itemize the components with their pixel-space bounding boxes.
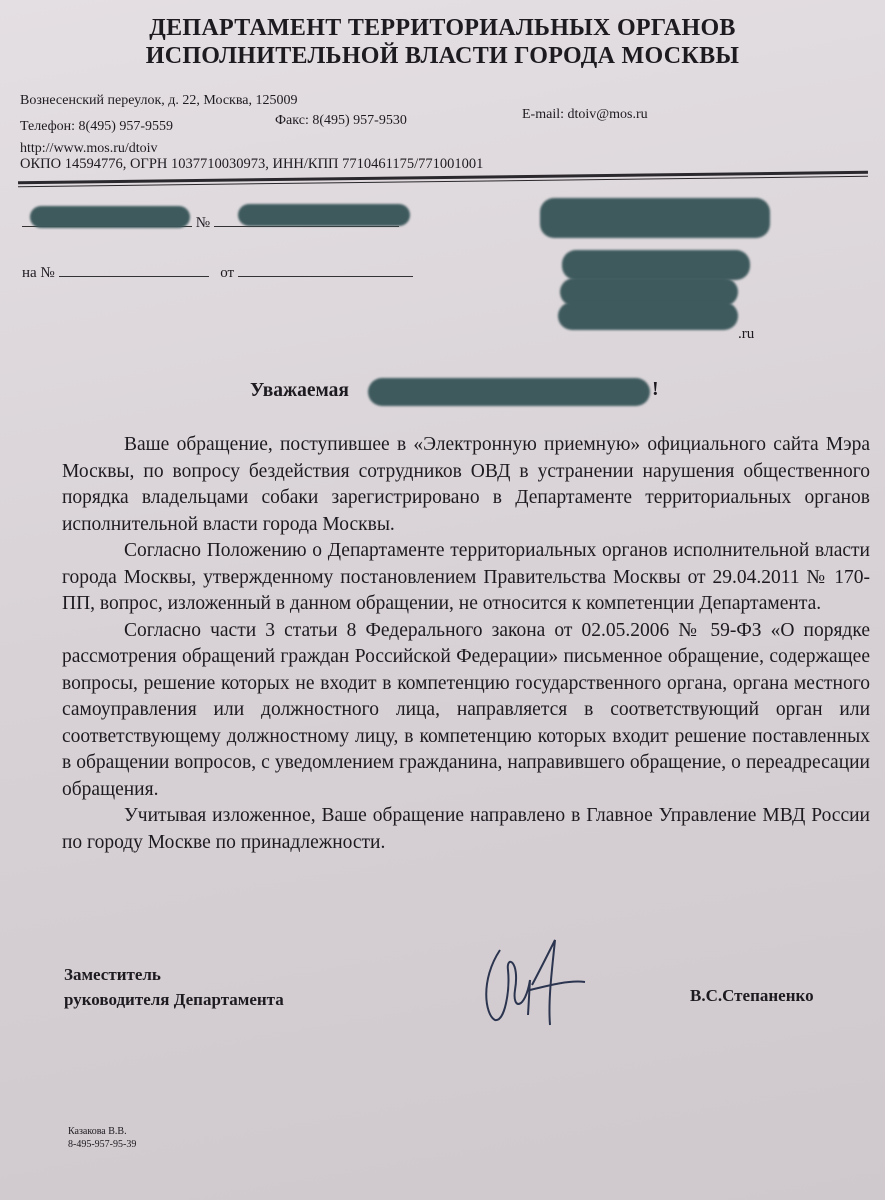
redaction [368,378,650,406]
reply-ref [22,262,413,282]
position-line-2: руководителя Департамента [64,990,284,1009]
redaction [558,302,738,330]
signatory-name: В.С.Степаненко [690,986,814,1005]
executor-info [68,1125,136,1151]
position-line-1: Заместитель [64,965,161,984]
phone: Телефон: 8(495) 957-9559 [20,119,174,134]
paragraph-3: Согласно части 3 статьи 8 Федерального закона от 02.05.2006 № 59-ФЗ «О порядке рассмотрения обращений граждан Российской Федерации» письменное обращение, содержащее вопросы, решение которых не входит в компетенцию государственного органа, органа местного самоуправления или должностного лица, направляется в соответствующий орган или соответствующему должностному лицу, в компетенцию которых входит решение поставленных в обращении вопросов, с уведомлением гражданина, направившего обращение, о переадресации обращения. [62,619,870,800]
reply-number-blank [59,262,209,277]
reply-date-blank [238,262,413,277]
fax: Факс: 8(495) 957-9530 [275,113,407,128]
redaction [540,198,770,238]
executor-phone: 8-495-957-95-39 [68,1139,137,1150]
number-label: № [195,215,211,231]
title-line-2: ИСПОЛНИТЕЛЬНОЙ ВЛАСТИ ГОРОДА МОСКВЫ [145,43,740,69]
paragraph-2: Согласно Положению о Департаменте территориальных органов исполнительной власти города Москвы, утвержденному постановлением Правительства Москвы от 29.04.2011 № 170-ПП, вопрос, изложенный в данном обращении, не относится к компетенции Департамента. [62,540,870,614]
website: http://www.mos.ru/dtoiv [20,141,158,156]
executor-name: Казакова В.В. [68,1126,127,1137]
title-line-1: ДЕПАРТАМЕНТ ТЕРРИТОРИАЛЬНЫХ ОРГАНОВ [149,15,736,41]
date-label: от [220,265,235,281]
signatory-position [64,962,284,1012]
letter-body [62,432,870,856]
redaction [30,206,190,228]
registry-codes: ОКПО 14594776, ОГРН 1037710030973, ИНН/КПП 7710461175/771001001 [20,156,484,172]
paragraph-1: Ваше обращение, поступившее в «Электронную приемную» официального сайта Мэра Москвы, по вопросу бездействия сотрудников ОВД в устранении нарушения общественного порядка владельцами собаки зарегистрировано в Департаменте территориальных органов исполнительной власти города Москвы. [62,434,870,535]
handwritten-signature [470,930,590,1030]
redaction [238,204,410,226]
department-title [0,14,885,70]
address: Вознесенский переулок, д. 22, Москва, 125009 [20,93,298,108]
salutation-suffix: ! [652,378,659,400]
reply-to-label: на № [22,265,55,281]
recipient-email: .ru [738,326,755,342]
email: E-mail: dtoiv@mos.ru [522,107,648,122]
paragraph-4: Учитывая изложенное, Ваше обращение направлено в Главное Управление МВД России по городу Москве по принадлежности. [62,805,870,853]
redaction [562,250,750,280]
salutation-prefix: Уважаемая [250,380,349,401]
